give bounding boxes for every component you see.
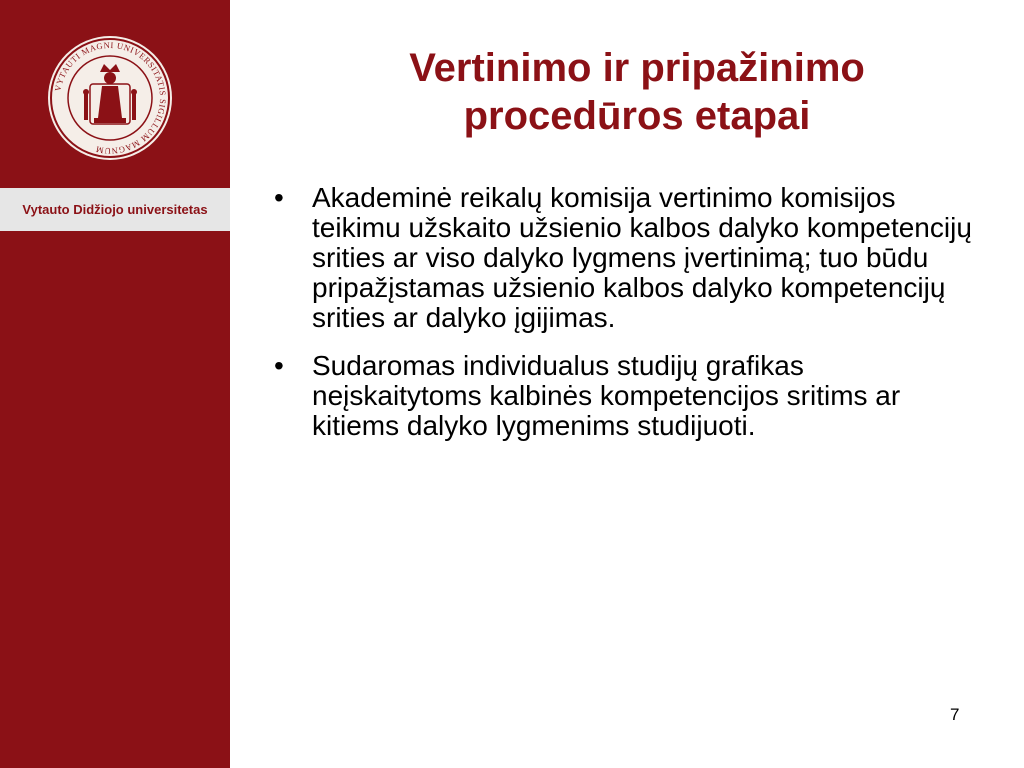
bullet-item xyxy=(272,351,972,441)
sidebar xyxy=(0,0,230,768)
slide-title-line-2: procedūros etapai xyxy=(463,94,811,138)
bullet-icon: • xyxy=(274,182,284,213)
bullet-item xyxy=(272,183,972,333)
slide-title-line-1: Vertinimo ir pripažinimo xyxy=(409,46,865,90)
bullet-list xyxy=(272,183,972,459)
university-name-band xyxy=(0,188,230,231)
page-number: 7 xyxy=(950,705,960,724)
bullet-text: Akademinė reikalų komisija vertinimo komisijos teikimu užskaito užsienio kalbos dalyko kompetencijų srities ar viso dalyko lygmens įvertinimą; tuo būdu pripažįstamas užsienio kalbos dalyko kompetencijų srities ar dalyko įgijimas. xyxy=(312,182,972,333)
slide-title xyxy=(250,44,1024,140)
bullet-text: Sudaromas individualus studijų grafikas neįskaitytoms kalbinės kompetencijos sritims ar kitiems dalyko lygmenims studijuoti. xyxy=(312,350,901,441)
bullet-icon: • xyxy=(274,350,284,381)
university-name: Vytauto Didžiojo universitetas xyxy=(22,202,208,217)
university-seal-icon xyxy=(46,34,174,162)
seal-ring-text: VYTAUTI MAGNI UNIVERSITATIS SIGILLUM MAGNUM xyxy=(52,39,169,157)
